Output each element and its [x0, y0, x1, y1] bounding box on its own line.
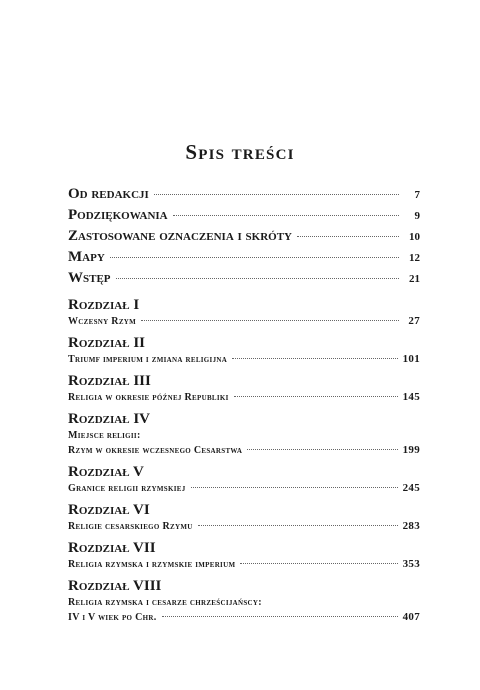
toc-page-number: 7	[414, 189, 420, 201]
chapter-heading: Rozdział VIII	[68, 578, 162, 594]
toc-entry	[68, 314, 420, 329]
toc-entry	[68, 270, 420, 291]
toc-page-number: 283	[402, 520, 420, 532]
chapter-heading: Rozdział III	[68, 373, 151, 389]
table-of-contents	[68, 186, 420, 625]
toc-page-number: 9	[414, 210, 420, 222]
chapter-title: Granice religii rzymskiej	[68, 483, 186, 494]
dot-leader	[240, 562, 397, 564]
dot-leader	[162, 615, 398, 617]
toc-entry	[68, 352, 420, 367]
dot-leader	[116, 277, 399, 279]
toc-entry	[68, 228, 420, 249]
dot-leader	[232, 357, 398, 359]
chapter-title: Religia rzymska i rzymskie imperium	[68, 559, 236, 570]
chapter-heading: Rozdział I	[68, 297, 140, 313]
toc-entry-label: Wstęp	[68, 270, 111, 286]
toc-entry	[68, 186, 420, 207]
toc-entry	[68, 557, 420, 572]
toc-page-number: 10	[409, 231, 420, 243]
toc-page-number: 199	[402, 444, 420, 456]
toc-entry	[68, 443, 420, 458]
toc-page-number: 21	[409, 273, 420, 285]
toc-page-number: 12	[409, 252, 420, 264]
toc-entry	[68, 207, 420, 228]
toc-page-number: 245	[402, 482, 420, 494]
toc-entry-label: Od redakcji	[68, 186, 149, 202]
toc-entry-label: Zastosowane oznaczenia i skróty	[68, 228, 292, 244]
chapter-title: Rzym w okresie wczesnego Cesarstwa	[68, 445, 243, 456]
toc-page-number: 353	[402, 558, 420, 570]
toc-entry-label: Podziękowania	[68, 207, 168, 223]
chapter-title: Triumf imperium i zmiana religijna	[68, 354, 228, 365]
chapter-heading: Rozdział II	[68, 335, 145, 351]
toc-entry	[68, 249, 420, 270]
dot-leader	[173, 214, 399, 216]
page-title: Spis treści	[185, 140, 295, 164]
toc-page-number: 407	[402, 611, 420, 623]
toc-entry	[68, 519, 420, 534]
chapter-heading: Rozdział V	[68, 464, 144, 480]
chapter-heading: Rozdział VI	[68, 502, 150, 518]
chapter-title: IV i V wiek po Chr.	[68, 612, 157, 623]
toc-entry	[68, 390, 420, 405]
chapter-title: Miejsce religii:	[68, 430, 141, 441]
dot-leader	[234, 395, 398, 397]
chapter-heading: Rozdział IV	[68, 411, 150, 427]
toc-page-number: 101	[402, 353, 420, 365]
dot-leader	[154, 193, 399, 195]
toc-entry-label: Mapy	[68, 249, 105, 265]
dot-leader	[110, 256, 399, 258]
chapter-title: Wczesny Rzym	[68, 316, 137, 327]
toc-page-number: 145	[402, 391, 420, 403]
toc-entry	[68, 610, 420, 625]
toc-page-number: 27	[408, 315, 420, 327]
dot-leader	[247, 448, 397, 450]
chapter-title: Religia w okresie późnej Republiki	[68, 392, 229, 403]
dot-leader	[297, 235, 399, 237]
toc-entry	[68, 481, 420, 496]
chapter-title: Religie cesarskiego Rzymu	[68, 521, 193, 532]
dot-leader	[191, 486, 398, 488]
dot-leader	[141, 319, 399, 321]
chapter-heading: Rozdział VII	[68, 540, 156, 556]
chapter-title: Religia rzymska i cesarze chrześcijańscy:	[68, 597, 262, 608]
dot-leader	[198, 524, 398, 526]
